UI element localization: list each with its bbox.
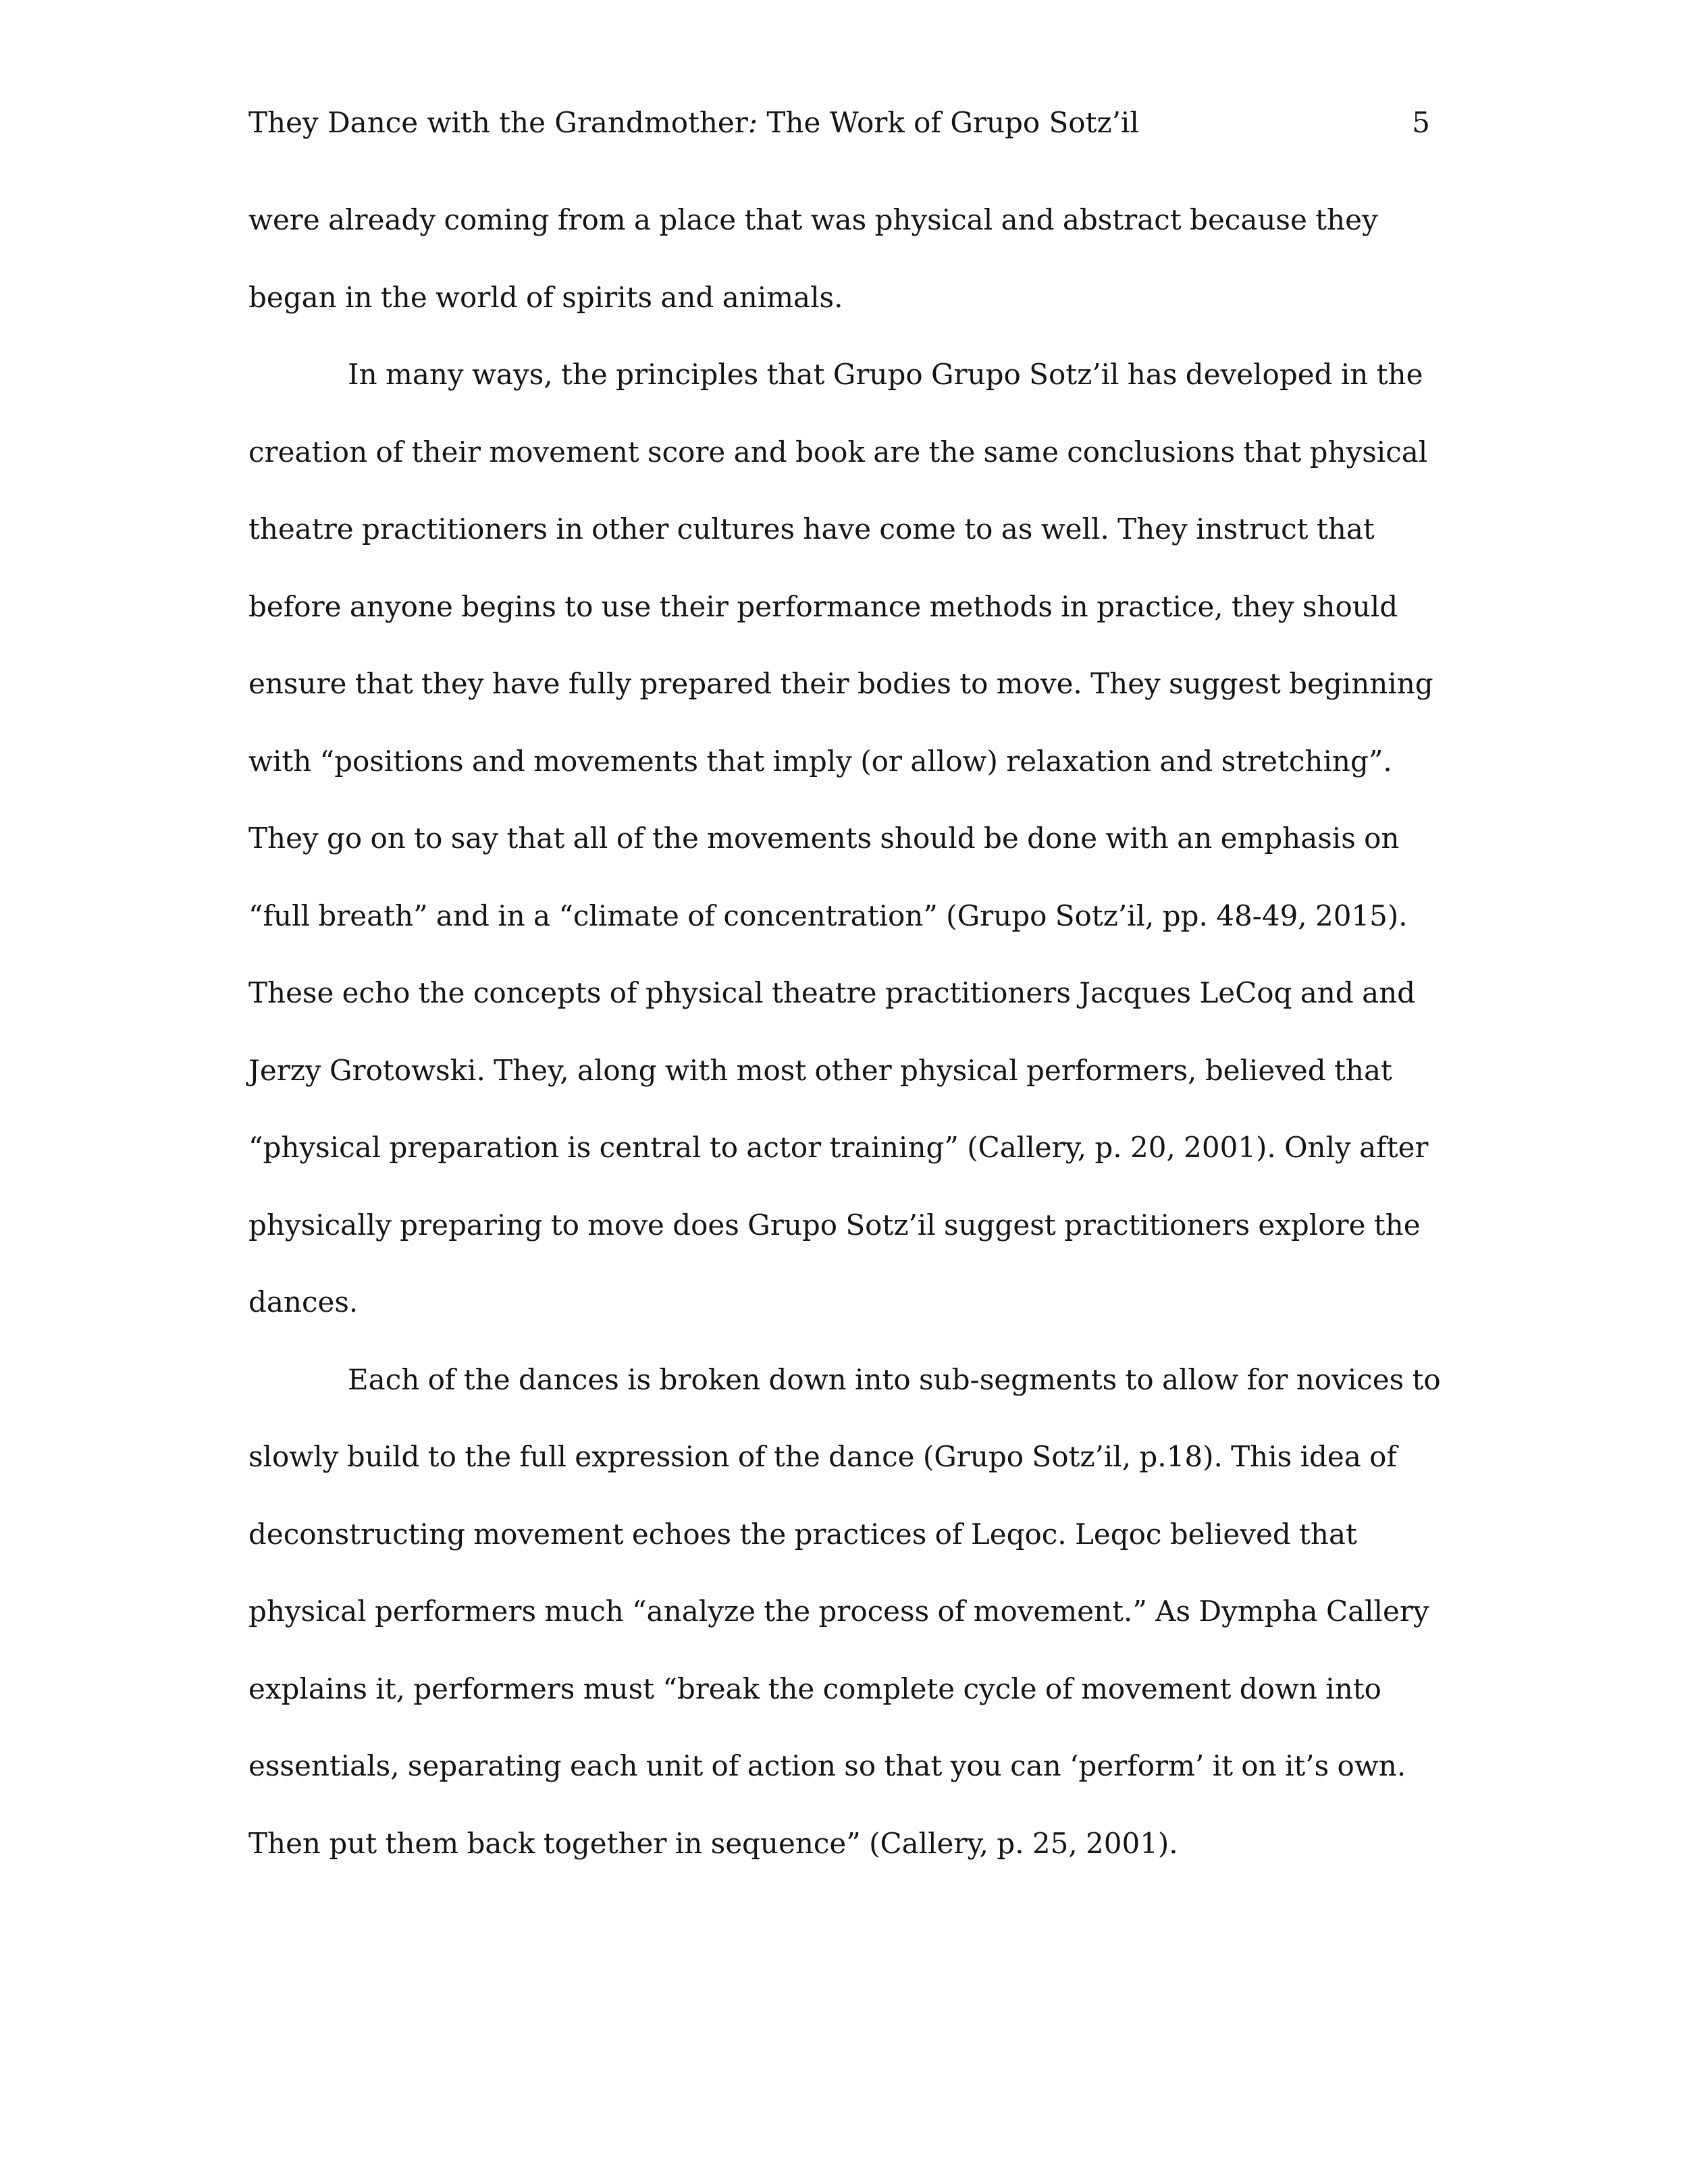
- text-line: physically preparing to move does Grupo Sotz’il suggest practitioners explore the: [248, 1208, 1421, 1242]
- text-line: dances.: [248, 1285, 359, 1319]
- running-title-main: They Dance with the Grandmother: [248, 106, 748, 139]
- page-number: 5: [1412, 106, 1430, 139]
- text-line: creation of their movement score and book are the same conclusions that physical: [248, 435, 1428, 469]
- running-title-subtitle: The Work of Grupo Sotz’il: [758, 106, 1139, 139]
- text-line: before anyone begins to use their performance methods in practice, they should: [248, 589, 1398, 623]
- text-line: Jerzy Grotowski. They, along with most other physical performers, believed that: [248, 1053, 1392, 1087]
- text-line: essentials, separating each unit of action so that you can ‘perform’ it on it’s own.: [248, 1749, 1406, 1782]
- text-line: physical performers much “analyze the process of movement.” As Dympha Callery: [248, 1595, 1429, 1628]
- paragraph: [248, 1360, 1441, 1901]
- text-line: In many ways, the principles that Grupo Grupo Sotz’il has developed in the: [348, 358, 1423, 391]
- text-line: with “positions and movements that imply (or allow) relaxation and stretching”.: [248, 744, 1392, 778]
- text-line: theatre practitioners in other cultures have come to as well. They instruct that: [248, 512, 1375, 545]
- paragraph: [248, 200, 1430, 354]
- text-line: They go on to say that all of the movements should be done with an emphasis on: [248, 822, 1400, 855]
- text-line: slowly build to the full expression of the dance (Grupo Sotz’il, p.18). This idea of: [248, 1440, 1397, 1473]
- running-title-colon: :: [747, 106, 758, 139]
- text-line: deconstructing movement echoes the practices of Leqoc. Leqoc believed that: [248, 1517, 1357, 1551]
- text-line: Each of the dances is broken down into sub-segments to allow for novices to: [348, 1362, 1441, 1396]
- text-line: ensure that they have fully prepared their bodies to move. They suggest beginning: [248, 667, 1433, 700]
- running-header: [248, 103, 1430, 143]
- text-line: “physical preparation is central to actor training” (Callery, p. 20, 2001). Only after: [248, 1131, 1429, 1164]
- text-line: explains it, performers must “break the complete cycle of movement down into: [248, 1672, 1381, 1705]
- text-line: were already coming from a place that was physical and abstract because they: [248, 203, 1378, 236]
- text-line: Then put them back together in sequence” (Callery, p. 25, 2001).: [248, 1826, 1178, 1860]
- text-line: began in the world of spirits and animals.: [248, 280, 843, 314]
- text-line: “full breath” and in a “climate of concentration” (Grupo Sotz’il, pp. 48-49, 2015).: [248, 899, 1408, 932]
- running-title: [248, 103, 1139, 143]
- paragraph: [248, 354, 1433, 1360]
- body-text: [248, 200, 1441, 1900]
- text-line: These echo the concepts of physical theatre practitioners Jacques LeCoq and and: [248, 976, 1416, 1009]
